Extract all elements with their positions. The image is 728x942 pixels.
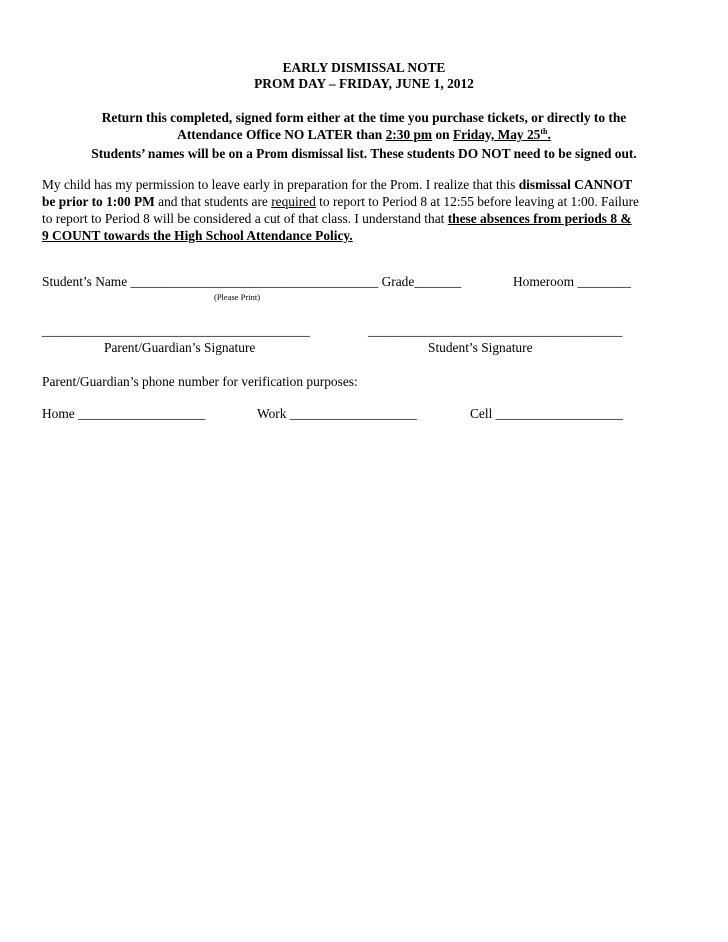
cell-phone-group bbox=[470, 406, 623, 422]
home-phone-group bbox=[42, 406, 205, 422]
student-signature-label: Student’s Signature bbox=[428, 340, 533, 355]
grade-label: Grade bbox=[378, 274, 415, 289]
permission-text: to report to Period 8 at 12:55 before leaving at 1:00. Failure bbox=[315, 194, 639, 209]
please-print-note: (Please Print) bbox=[214, 292, 261, 302]
permission-policy: these absences from periods 8 & bbox=[447, 211, 632, 226]
grade-field[interactable]: _______ bbox=[414, 274, 462, 289]
student-info-row bbox=[42, 274, 461, 290]
instructions-text: Attendance Office NO LATER than bbox=[177, 127, 386, 142]
cell-phone-label: Cell bbox=[470, 406, 496, 421]
student-name-label: Student’s Name bbox=[42, 274, 131, 289]
home-phone-label: Home bbox=[42, 406, 79, 421]
permission-required: required bbox=[271, 194, 316, 209]
permission-text: and that students are bbox=[154, 194, 272, 209]
parent-signature-label: Parent/Guardian’s Signature bbox=[104, 340, 256, 355]
permission-line-2 bbox=[42, 194, 639, 210]
form-title: EARLY DISMISSAL NOTE bbox=[282, 60, 446, 75]
permission-emphasis: be prior to 1:00 PM bbox=[42, 194, 155, 209]
date-suffix: th bbox=[540, 127, 548, 136]
form-subtitle: PROM DAY – FRIDAY, JUNE 1, 2012 bbox=[254, 76, 474, 91]
permission-text: My child has my permission to leave early in preparation for the Prom. I realize that this bbox=[42, 177, 519, 192]
homeroom-label: Homeroom bbox=[513, 274, 578, 289]
instructions-line-1: Return this completed, signed form either at the time you purchase tickets, or directly to the bbox=[101, 110, 627, 125]
cell-phone-field[interactable]: ___________________ bbox=[495, 406, 623, 421]
work-phone-label: Work bbox=[257, 406, 290, 421]
homeroom-group bbox=[513, 274, 631, 290]
permission-text: to report to Period 8 will be considered a cut of that class. I understand that bbox=[42, 211, 448, 226]
permission-emphasis: dismissal CANNOT bbox=[518, 177, 633, 192]
deadline-date-text: Friday, May 25 bbox=[452, 127, 541, 142]
instructions-line-3: Students’ names will be on a Prom dismissal list. These students DO NOT need to be signed out. bbox=[91, 146, 637, 161]
homeroom-field[interactable]: ________ bbox=[577, 274, 631, 289]
student-signature-field[interactable]: ______________________________________ bbox=[368, 323, 623, 338]
phone-heading: Parent/Guardian’s phone number for verification purposes: bbox=[42, 374, 358, 389]
permission-line-4: 9 COUNT towards the High School Attendance Policy. bbox=[42, 228, 353, 243]
instructions-text: on bbox=[432, 127, 453, 142]
home-phone-field[interactable]: ___________________ bbox=[78, 406, 206, 421]
instructions-line-2 bbox=[0, 127, 728, 143]
permission-line-3 bbox=[42, 211, 632, 227]
deadline-time: 2:30 pm bbox=[385, 127, 433, 142]
deadline-date bbox=[453, 127, 551, 142]
work-phone-group bbox=[257, 406, 417, 422]
work-phone-field[interactable]: ___________________ bbox=[289, 406, 417, 421]
student-name-field[interactable]: _____________________________________ bbox=[130, 274, 379, 289]
parent-signature-field[interactable]: ________________________________________ bbox=[42, 323, 310, 338]
date-period: . bbox=[547, 127, 551, 142]
permission-line-1 bbox=[42, 177, 632, 193]
